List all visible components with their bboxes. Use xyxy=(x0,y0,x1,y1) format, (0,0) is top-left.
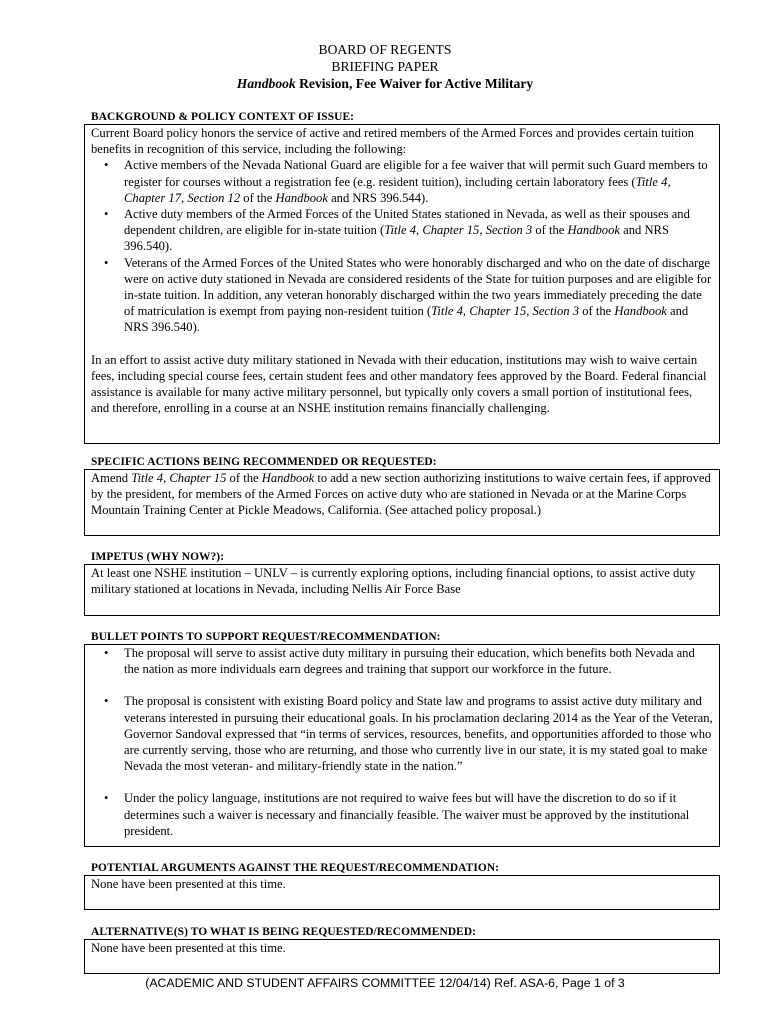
page-footer: (ACADEMIC AND STUDENT AFFAIRS COMMITTEE 12/04/14) Ref. ASA-6, Page 1 of 3 xyxy=(145,976,625,990)
arguments-against-text: None have been presented at this time. xyxy=(91,877,286,891)
document-title xyxy=(0,41,770,92)
list-item: • Veterans of the Armed Forces of the United States who were honorably discharged and who on the date of discharge were on active duty stationed in Nevada are considered residents of the State for tuition purposes and are eligible for in-state tuition. In addition, any veteran honorably discharged within the two years immediately preceding the date of matriculation is exempt from paying non-resident tuition (Title 4, Chapter 15, Section 3 of the Handbook and NRS 396.540). xyxy=(104,255,712,335)
support-bullet-list xyxy=(91,645,713,839)
background-box xyxy=(84,124,720,444)
section-heading-impetus: IMPETUS (WHY NOW?): xyxy=(91,551,225,563)
title-line-3: Handbook Revision, Fee Waiver for Active Military xyxy=(236,76,534,91)
section-arguments-against xyxy=(84,862,720,910)
bullet-points-box xyxy=(84,644,720,847)
section-heading-background: BACKGROUND & POLICY CONTEXT OF ISSUE: xyxy=(91,111,355,123)
bullet-icon: • xyxy=(104,255,109,270)
background-paragraph-2: In an effort to assist active duty military stationed in Nevada with their education, institutions may wish to waive certain fees, including special course fees, certain student fees and other mandatory fees approved by the Board. Federal financial assistance is available for many active military personnel, but typically only covers a small portion of institutional fees, and therefore, enrolling in a course at an NSHE institution remains financially challenging. xyxy=(91,352,707,416)
section-impetus xyxy=(84,551,720,616)
list-item: • The proposal will serve to assist active duty military in pursuing their education, which benefits both Nevada and the nation as more individuals earn degrees and training that support our workforce in the future. xyxy=(104,646,695,677)
section-heading-arguments-against: POTENTIAL ARGUMENTS AGAINST THE REQUEST/RECOMMENDATION: xyxy=(91,862,500,874)
background-bullet-list xyxy=(91,157,713,335)
impetus-text: At least one NSHE institution – UNLV – is currently exploring options, including financial options, to assist active duty military stationed at locations in Nevada, including Nellis Air Force Base xyxy=(91,566,696,597)
specific-actions-box xyxy=(84,469,720,536)
bullet-icon: • xyxy=(104,646,109,660)
section-heading-alternatives: ALTERNATIVE(S) TO WHAT IS BEING REQUESTED/RECOMMENDED: xyxy=(91,926,477,938)
title-line-2: BRIEFING PAPER xyxy=(331,59,439,74)
list-item: • The proposal is consistent with existing Board policy and State law and programs to assist active duty military and veterans interested in pursuing their educational goals. In his proclamation declaring 2014 as the Year of the Veteran, Governor Sandoval expressed that “in terms of services, resources, benefits, and opportunities afforded to those who are currently serving, those who are returning, and those who currently live in our state, it is my stated goal to make Nevada the most veteran- and military-friendly state in the nation.” xyxy=(104,694,713,774)
bullet-icon: • xyxy=(104,791,109,806)
section-heading-bullet-points: BULLET POINTS TO SUPPORT REQUEST/RECOMMENDATION: xyxy=(91,631,441,643)
alternatives-text: None have been presented at this time. xyxy=(91,941,286,955)
bullet-icon: • xyxy=(104,158,109,173)
alternatives-box xyxy=(84,939,720,974)
specific-actions-text: Amend Title 4, Chapter 15 of the Handbook to add a new section authorizing institutions to waive certain fees, if approved by the president, for members of the Armed Forces on active duty who are stationed in Nevada or at the Marine Corps Mountain Training Center at Pickle Meadows, California. (See attached policy proposal.) xyxy=(91,471,711,518)
list-item: • Active members of the Nevada National Guard are eligible for a fee waiver that will permit such Guard members to register for courses without a registration fee (e.g. resident tuition), including certain laboratory fees (Title 4, Chapter 17, Section 12 of the Handbook and NRS 396.544). xyxy=(104,158,708,205)
section-heading-specific-actions: SPECIFIC ACTIONS BEING RECOMMENDED OR REQUESTED: xyxy=(91,456,437,468)
background-intro: Current Board policy honors the service of active and retired members of the Armed Forces and provides certain tuition benefits in recognition of this service, including the following: xyxy=(91,126,694,157)
arguments-against-box xyxy=(84,875,720,910)
section-background xyxy=(84,111,720,444)
section-specific-actions xyxy=(84,456,720,536)
bullet-icon: • xyxy=(104,207,109,222)
bullet-icon: • xyxy=(104,694,109,709)
impetus-box xyxy=(84,564,720,616)
section-alternatives xyxy=(84,926,720,974)
section-bullet-points xyxy=(84,631,720,847)
list-item: • Under the policy language, institutions are not required to waive fees but will have the discretion to do so if it determines such a waiver is necessary and financially feasible. The waiver must be approved by the institutional president. xyxy=(104,791,690,838)
title-line-1: BOARD OF REGENTS xyxy=(318,42,452,57)
list-item: • Active duty members of the Armed Forces of the United States stationed in Nevada, as well as their spouses and dependent children, are eligible for in-state tuition (Title 4, Chapter 15, Section 3 of the Handbook and NRS 396.540). xyxy=(104,207,690,254)
